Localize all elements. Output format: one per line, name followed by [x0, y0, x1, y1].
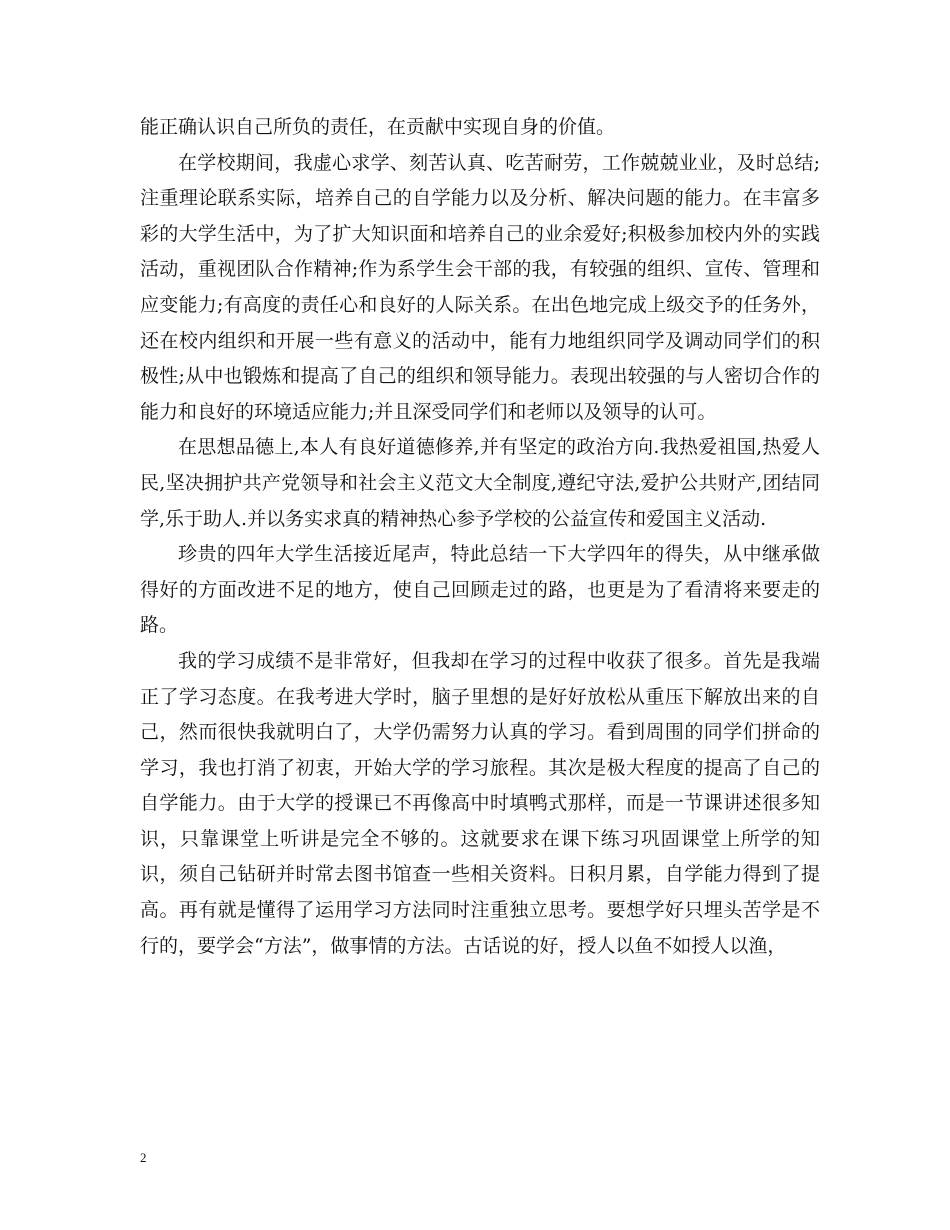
page-number: 2	[140, 1150, 147, 1165]
paragraph-four-years: 珍贵的四年大学生活接近尾声，特此总结一下大学四年的得失，从中继承做得好的方面改进不足的地方，使自己回顾走过的路，也更是为了看清将来要走的路。	[140, 543, 820, 637]
paragraph-continuation: 能正确认识自己所负的责任，在贡献中实现自身的价值。	[140, 116, 616, 138]
paragraph-school-period: 在学校期间，我虚心求学、刻苦认真、吃苦耐劳，工作兢兢业业，及时总结;注重理论联系实际，培养自己的自学能力以及分析、解决问题的能力。在丰富多彩的大学生活中，为了扩大知识面和培养自己的业余爱好;积极参加校内外的实践活动，重视团队合作精神;作为系学生会干部的我，有较强的组织、宣传、管理和应变能力;有高度的责任心和良好的人际关系。在出色地完成上级交予的任务外，还在校内组织和开展一些有意义的活动中，能有力地组织同学及调动同学们的积极性;从中也锻炼和提高了自己的组织和领导能力。表现出较强的与人密切合作的能力和良好的环境适应能力;并且深受同学们和老师以及领导的认可。	[140, 151, 820, 423]
paragraph-study: 我的学习成绩不是非常好，但我却在学习的过程中收获了很多。首先是我端正了学习态度。在我考进大学时，脑子里想的是好好放松从重压下解放出来的自己，然而很快我就明白了，大学仍需努力认真的学习。看到周围的同学们拼命的学习，我也打消了初衷，开始大学的学习旅程。其次是极大程度的提高了自己的自学能力。由于大学的授课已不再像高中时填鸭式那样，而是一节课讲述很多知识，只靠课堂上听讲是完全不够的。这就要求在课下练习巩固课堂上所学的知识，须自己钻研并时常去图书馆查一些相关资料。日积月累，自学能力得到了提高。再有就是懂得了运用学习方法同时注重独立思考。要想学好只埋头苦学是不行的，要学会“方法”，做事情的方法。古话说的好，授人以鱼不如授人以渔，	[140, 649, 820, 957]
paragraph-moral-character: 在思想品德上,本人有良好道德修养,并有坚定的政治方向.我热爱祖国,热爱人民,坚决拥护共产党领导和社会主义范文大全制度,遵纪守法,爱护公共财产,团结同学,乐于助人.并以务实求真的精神热心参予学校的公益宣传和爱国主义活动.	[140, 436, 820, 530]
document-body	[140, 110, 820, 964]
